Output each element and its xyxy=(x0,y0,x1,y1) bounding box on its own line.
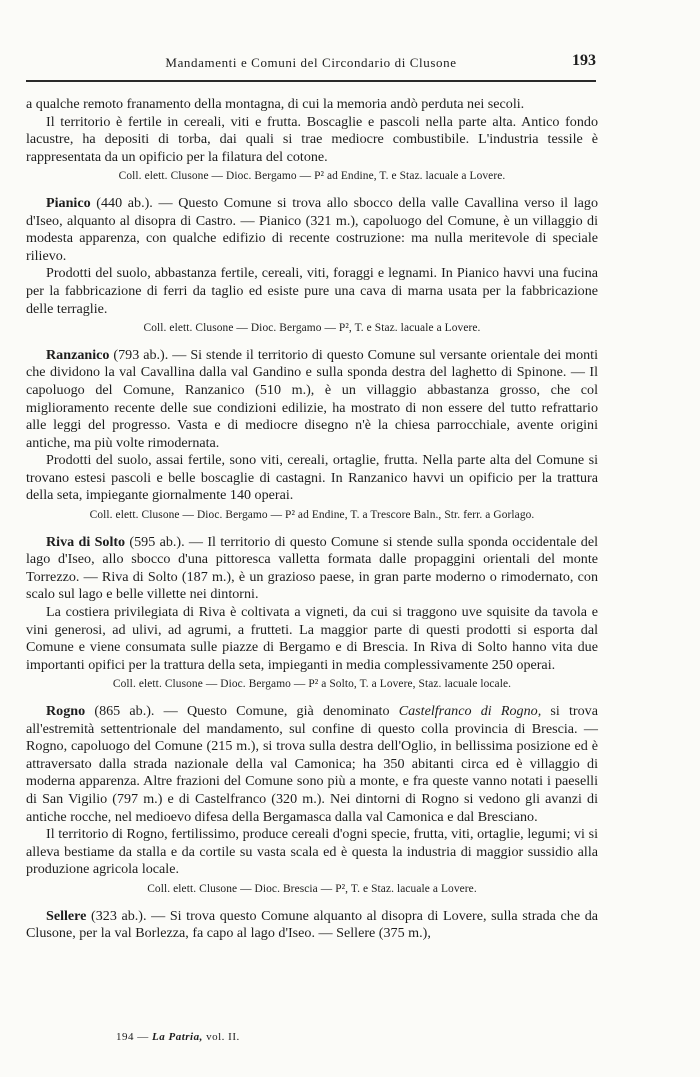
paragraph: Prodotti del suolo, abbastanza fertile, cereali, viti, foraggi e legnami. In Pianico havvi una fucina per la fabbricazione di ferri da taglio ed esiste pure una cava di marna usata per la fabbricazione delle terraglie. xyxy=(26,265,598,317)
electoral-note: Coll. elett. Clusone — Dioc. Bergamo — P² ad Endine, T. a Trescore Baln., Str. ferr. a Gorlago. xyxy=(89,509,535,522)
entry-text: — Questo Comune si trova allo sbocco della valle Cavallina verso il lago d'Iseo, alquanto al disopra di Castro. — Pianico (321 m.), capoluogo del Comune, è un villaggio di modesta apparenza, con qualche edifizio di recente costruzione: ma nulla meritevole di speciale rilievo. xyxy=(26,194,599,264)
entry-text: si trova all'estremità settentrionale del mandamento, sul confine di questo colla provincia di Brescia. — Rogno, capoluogo del Comune (215 m.), si trova sulla destra dell'Oglio, in bellissima posizione ed è attraversato dalla strada nazionale della val Camonica; ha 350 abitanti circa ed è villaggio di moderna apparenza. Altre frazioni del Comune sono più a monte, e fra queste vanno notati i paeselli di San Vigilio (797 m.) e di Castelfranco (320 m.). Nei dintorni di Rogno si vedono gli avanzi di antiche rocche, nel medioevo difesa della Bergamasca dalla val Camonica e dal Bresciano. xyxy=(26,703,598,825)
electoral-note: Coll. elett. Clusone — Dioc. Bergamo — P² ad Endine, T. e Staz. lacuale a Lovere. xyxy=(118,170,506,183)
comune-name: Riva di Solto xyxy=(46,533,126,550)
entry-ranzanico xyxy=(26,347,598,453)
population: (793 ab.). xyxy=(113,346,169,363)
electoral-note: Coll. elett. Clusone — Dioc. Bergamo — P² a Solto, T. a Lovere, Staz. lacuale locale. xyxy=(112,678,512,691)
paragraph: Il territorio è fertile in cereali, viti e frutta. Boscaglie e pascoli nella parte alta. Antico fondo lacustre, ha depositi di torba, dai quali si trae mediocre combustibile. L'industria tessile è rappresentata da un opificio per la filatura del cotone. xyxy=(26,113,598,165)
running-head: Mandamenti e Comuni del Circondario di Clusone xyxy=(165,55,457,70)
entry-text: — Si trova questo Comune alquanto al disopra di Lovere, sulla strada che da Clusone, per la val Borlezza, fa capo al lago d'Iseo. — Sellere (375 m.), xyxy=(26,907,598,942)
entry-pianico xyxy=(26,195,598,265)
header-rule xyxy=(26,80,596,82)
comune-name: Rogno xyxy=(46,703,86,719)
paragraph: La costiera privilegiata di Riva è coltivata a vigneti, da cui si traggono uve squisite da tavola e vini generosi, ad ulivi, ad agrumi, a frutteti. La maggior parte di questi prodotti si esporta dal Comune e viene consumata sulle piazze di Bergamo e di Brescia. In Riva di Solto hanno vita due importanti opifici per la trattura della seta, impieganti in media complessivamente 250 operai. xyxy=(26,604,598,673)
population: (865 ab.). xyxy=(94,703,155,719)
population: (440 ab.). xyxy=(96,194,153,211)
footer-volume: vol. II. xyxy=(206,1031,240,1043)
entry-sellere xyxy=(26,908,598,943)
entry-text: — Si stende il territorio di questo Comune sul versante orientale dei monti che dividono la val Cavallina dalla val Gandino e sulla sponda destra del laghetto di Spinone. — Il capoluogo del Comune, Ranzanico (510 m.), è un villaggio abbastanza grosso, che col miglioramento recente delle sue condizioni edilizie, ha mostrato di non essere del tutto refrattario alle leggi del progresso. Vasta e di mediocre disegno n'è la chiesa parrocchiale, avente origini antiche, ma più volte rimodernata. xyxy=(26,346,599,451)
page-number: 193 xyxy=(572,52,596,69)
comune-name: Pianico xyxy=(46,194,91,211)
entry-riva-di-solto xyxy=(26,534,598,604)
electoral-note: Coll. elett. Clusone — Dioc. Brescia — P², T. e Staz. lacuale a Lovere. xyxy=(147,882,477,895)
paragraph: Il territorio di Rogno, fertilissimo, produce cereali d'ogni specie, frutta, viti, ortaglie, legumi; vi si alleva bestiame da stalla e da cortile su vasta scala ed è questa la industria di maggior sussidio alla produzione agricola locale. xyxy=(26,826,598,878)
italic-name: Castelfranco di Rogno, xyxy=(398,703,542,719)
paragraph-continuation: a qualche remoto franamento della montagna, di cui la memoria andò perduta nei secoli. xyxy=(26,96,525,112)
electoral-note: Coll. elett. Clusone — Dioc. Bergamo — P², T. e Staz. lacuale a Lovere. xyxy=(143,322,481,335)
footer-title: La Patria, xyxy=(152,1031,203,1043)
page-footer xyxy=(116,1031,240,1043)
entry-rogno xyxy=(26,703,598,826)
comune-name: Ranzanico xyxy=(46,346,110,363)
page-body xyxy=(26,96,598,943)
footer-prefix: 194 — xyxy=(116,1031,149,1043)
population: (595 ab.). xyxy=(129,533,185,550)
paragraph: Prodotti del suolo, assai fertile, sono viti, cereali, ortaglie, frutta. Nella parte alta del Comune si trovano estesi pascoli e belle boscaglie di castagni. In Ranzanico havvi un opificio per la trattura della seta, impiegante giornalmente 140 operai. xyxy=(26,452,598,504)
entry-text: — Questo Comune, già denominato xyxy=(163,703,390,719)
comune-name: Sellere xyxy=(46,907,87,924)
entry-text: — Il territorio di questo Comune si stende sulla sponda occidentale del lago d'Iseo, allo sbocco d'una pittoresca valletta formata dalle propaggini orientali del monte Torrezzo. — Riva di Solto (187 m.), è un grazioso paese, in gran parte moderno o rimodernato, con scalo sul lago e belle villette nei dintorni. xyxy=(26,533,598,603)
population: (323 ab.). xyxy=(91,907,147,924)
